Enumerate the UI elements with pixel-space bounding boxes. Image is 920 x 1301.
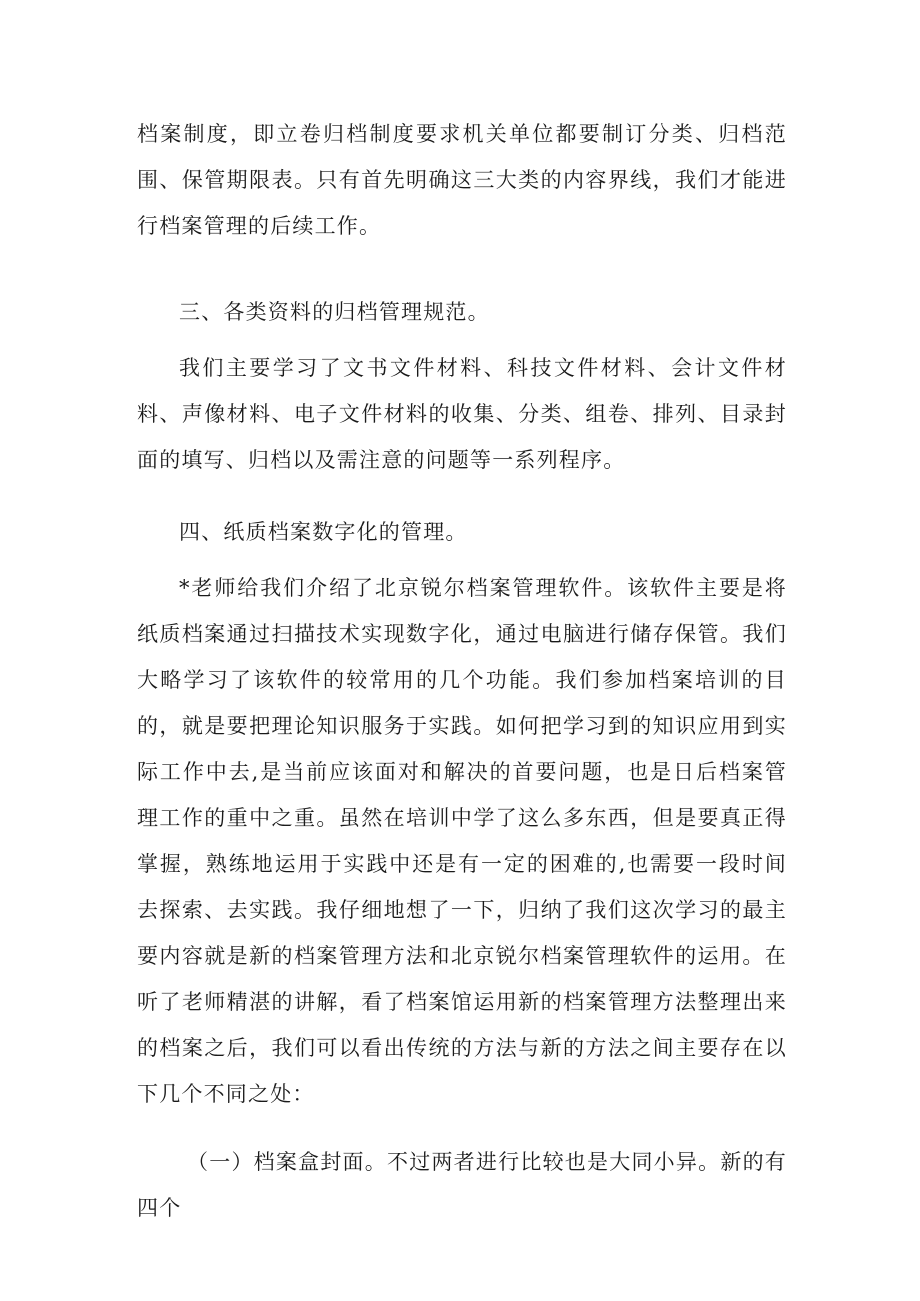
paragraph-records-system: 档案制度，即立卷归档制度要求机关单位都要制订分类、归档范围、保管期限表。只有首先明确这三大类的内容界线，我们才能进行档案管理的后续工作。 <box>137 122 787 238</box>
paragraph-archiving-standards: 我们主要学习了文书文件材料、科技文件材料、会计文件材料、声像材料、电子文件材料的收集、分类、组卷、排列、目录封面的填写、归档以及需注意的问题等一系列程序。 <box>137 356 787 472</box>
paragraph-digitization: *老师给我们介绍了北京锐尔档案管理软件。该软件主要是将纸质档案通过扫描技术实现数字化，通过电脑进行储存保管。我们大略学习了该软件的较常用的几个功能。我们参加档案培训的目的，就是要把理论知识服务于实践。如何把学习到的知识应用到实际工作中去,是当前应该面对和解决的首要问题，也是日后档案管理工作的重中之重。虽然在培训中学了这么多东西，但是要真正得掌握，熟练地运用于实践中还是有一定的困难的,也需要一段时间去探索、去实践。我仔细地想了一下，归纳了我们这次学习的最主要内容就是新的档案管理方法和北京锐尔档案管理软件的运用。在听了老师精湛的讲解，看了档案馆运用新的档案管理方法整理出来的档案之后，我们可以看出传统的方法与新的方法之间主要存在以下几个不同之处： <box>137 576 787 1106</box>
section-heading-3: 三、各类资料的归档管理规范。 <box>179 300 490 324</box>
paragraph-box-cover: （一）档案盒封面。不过两者进行比较也是大同小异。新的有四个 <box>137 1150 787 1220</box>
section-heading-4: 四、纸质档案数字化的管理。 <box>179 520 468 544</box>
